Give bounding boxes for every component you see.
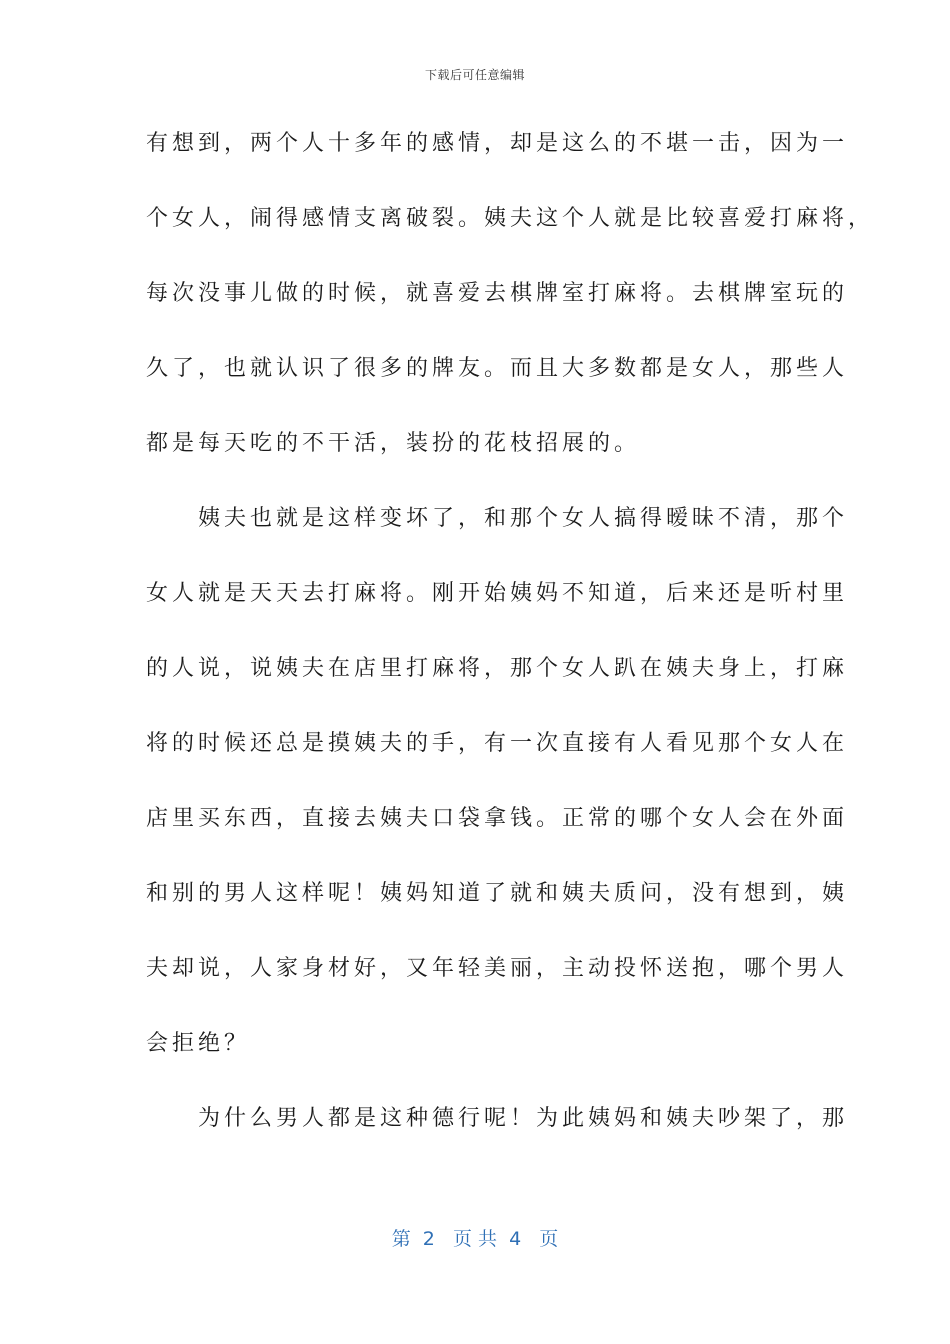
page-header: 下载后可任意编辑 bbox=[424, 68, 525, 82]
text-line: 的人说，说姨夫在店里打麻将，那个女人趴在姨夫身上，打麻 bbox=[146, 656, 849, 681]
text-line: 姨夫也就是这样变坏了，和那个女人搞得暧昧不清，那个 bbox=[146, 506, 849, 531]
text-line: 有想到，两个人十多年的感情，却是这么的不堪一击，因为一 bbox=[146, 131, 849, 156]
text-line: 将的时候还总是摸姨夫的手，有一次直接有人看见那个女人在 bbox=[146, 731, 849, 756]
text-line: 每次没事儿做的时候，就喜爱去棋牌室打麻将。去棋牌室玩的 bbox=[146, 281, 849, 306]
text-line: 店里买东西，直接去姨夫口袋拿钱。正常的哪个女人会在外面 bbox=[146, 806, 849, 831]
text-line: 为什么男人都是这种德行呢！为此姨妈和姨夫吵架了，那 bbox=[146, 1106, 849, 1131]
text-line: 都是每天吃的不干活，装扮的花枝招展的。 bbox=[146, 431, 641, 456]
text-line: 夫却说，人家身材好，又年轻美丽，主动投怀送抱，哪个男人 bbox=[146, 956, 849, 981]
body-text bbox=[146, 118, 875, 1168]
text-line: 女人就是天天去打麻将。刚开始姨妈不知道，后来还是听村里 bbox=[146, 581, 849, 606]
text-line: 会拒绝？ bbox=[146, 1031, 251, 1056]
page-footer: 第 2 页 共 4 页 bbox=[391, 1228, 559, 1250]
text-line: 久了，也就认识了很多的牌友。而且大多数都是女人，那些人 bbox=[146, 356, 849, 381]
text-line: 和别的男人这样呢！姨妈知道了就和姨夫质问，没有想到，姨 bbox=[146, 881, 849, 906]
text-line: 个女人，闹得感情支离破裂。姨夫这个人就是比较喜爱打麻将， bbox=[146, 206, 875, 231]
